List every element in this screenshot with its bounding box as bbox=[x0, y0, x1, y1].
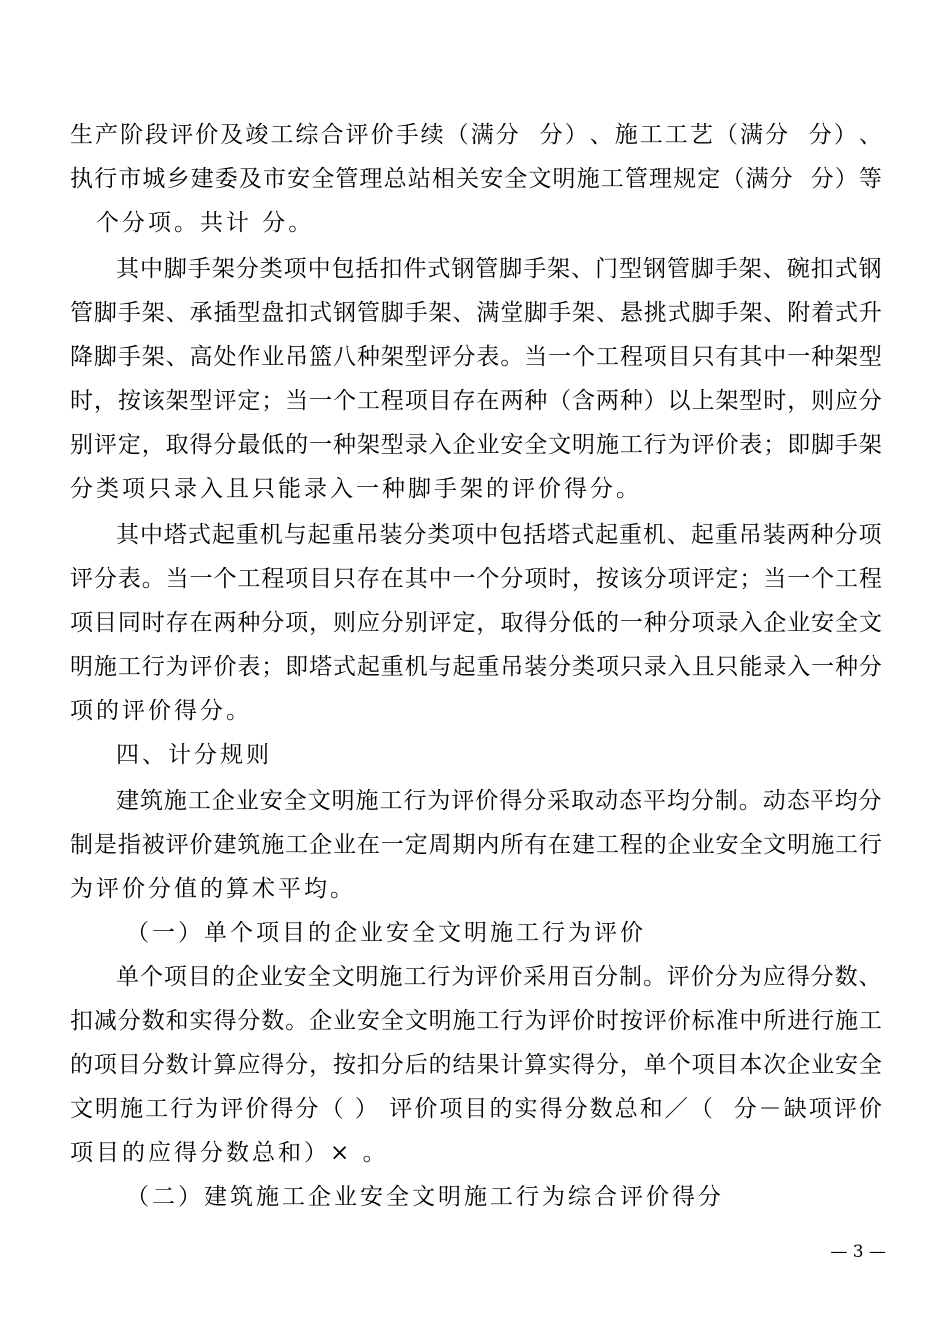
text-line: 项目的应得分数总和）× 。 bbox=[70, 1140, 389, 1166]
text-line: 其 中 脚 手 架 分 类 项 中 包 括 扣 件 式 钢 管 脚 手 架 、 门 型 钢 管 脚 手 架 、 碗 扣 式 钢 bbox=[116, 256, 882, 282]
text-line: 明 施 工 行 为 评 价 表 ； 即 塔 式 起 重 机 与 起 重 吊 装 分 类 项 只 录 入 且 只 能 录 入 一 种 分 bbox=[70, 654, 882, 680]
text-line: 项 目 同 时 存 在 两 种 分 项 ， 则 应 分 别 评 定 ， 取 得 分 低 的 一 种 分 项 录 入 企 业 安 全 文 bbox=[70, 610, 882, 636]
text-line: 时 ， 按 该 架 型 评 定 ； 当 一 个 工 程 项 目 存 在 两 种 （ 含 两 种 ） 以 上 架 型 时 ， 则 应 分 bbox=[70, 388, 882, 414]
text-line: 文 明 施 工 行 为 评 价 得 分 （ ） 评 价 项 目 的 实 得 分 数 总 和 ／ （ 分 － 缺 项 评 价 bbox=[70, 1096, 882, 1122]
text-line: 单 个 项 目 的 企 业 安 全 文 明 施 工 行 为 评 价 采 用 百 分 制 。 评 价 分 为 应 得 分 数 、 bbox=[116, 964, 882, 990]
text-line: 生 产 阶 段 评 价 及 竣 工 综 合 评 价 手 续 （ 满 分 分 ） 、 施 工 工 艺 （ 满 分 分 ） 、 bbox=[70, 122, 882, 148]
text-line: 为评价分值的算术平均。 bbox=[70, 876, 356, 902]
text-line: 制 是 指 被 评 价 建 筑 施 工 企 业 在 一 定 周 期 内 所 有 在 建 工 程 的 企 业 安 全 文 明 施 工 行 bbox=[70, 832, 882, 858]
subsection-heading: （二）建筑施工企业安全文明施工行为综合评价得分 bbox=[126, 1184, 724, 1210]
text-line: 执 行 市 城 乡 建 委 及 市 安 全 管 理 总 站 相 关 安 全 文 明 施 工 管 理 规 定 （ 满 分 分 ） 等 bbox=[70, 166, 882, 192]
text-line: 个分项。共计 分。 bbox=[96, 210, 315, 236]
text-line: 项的评价得分。 bbox=[70, 698, 252, 724]
text-line: 分类项只录入且只能录入一种脚手架的评价得分。 bbox=[70, 476, 642, 502]
text-line: 别 评 定 ， 取 得 分 最 低 的 一 种 架 型 录 入 企 业 安 全 文 明 施 工 行 为 评 价 表 ； 即 脚 手 架 bbox=[70, 432, 882, 458]
text-line: 的 项 目 分 数 计 算 应 得 分 ， 按 扣 分 后 的 结 果 计 算 实 得 分 ， 单 个 项 目 本 次 企 业 安 全 bbox=[70, 1052, 882, 1078]
text-line: 降 脚 手 架 、 高 处 作 业 吊 篮 八 种 架 型 评 分 表 。 当 一 个 工 程 项 目 只 有 其 中 一 种 架 型 bbox=[70, 344, 882, 370]
text-line: 建 筑 施 工 企 业 安 全 文 明 施 工 行 为 评 价 得 分 采 取 动 态 平 均 分 制 。 动 态 平 均 分 bbox=[116, 788, 882, 814]
text-line: 评 分 表 。 当 一 个 工 程 项 目 只 存 在 其 中 一 个 分 项 时 ， 按 该 分 项 评 定 ； 当 一 个 工 程 bbox=[70, 566, 882, 592]
subsection-heading: （一）单个项目的企业安全文明施工行为评价 bbox=[126, 920, 646, 946]
page-number: — 3 — bbox=[830, 1242, 886, 1262]
text-line: 扣 减 分 数 和 实 得 分 数 。 企 业 安 全 文 明 施 工 行 为 评 价 时 按 评 价 标 准 中 所 进 行 施 工 bbox=[70, 1008, 882, 1034]
text-line: 管 脚 手 架 、 承 插 型 盘 扣 式 钢 管 脚 手 架 、 满 堂 脚 手 架 、 悬 挑 式 脚 手 架 、 附 着 式 升 bbox=[70, 300, 882, 326]
text-line: 其 中 塔 式 起 重 机 与 起 重 吊 装 分 类 项 中 包 括 塔 式 起 重 机 、 起 重 吊 装 两 种 分 项 bbox=[116, 522, 882, 548]
section-heading: 四、计分规则 bbox=[116, 742, 272, 768]
